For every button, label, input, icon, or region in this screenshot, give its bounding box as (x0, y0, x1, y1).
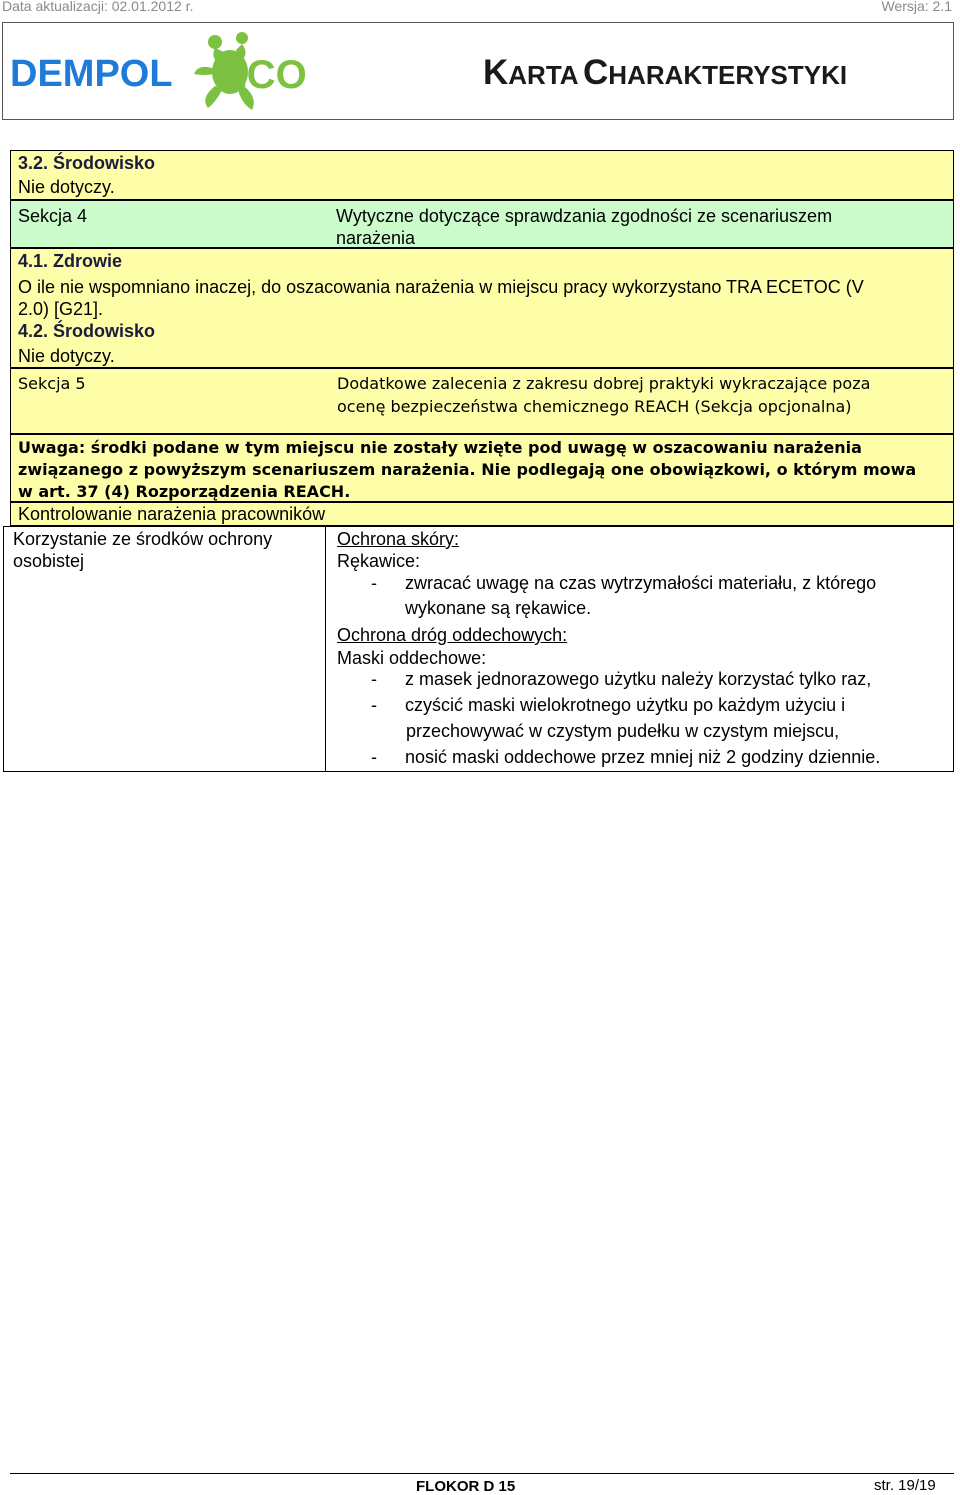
svg-text:DEMPOL: DEMPOL (10, 53, 173, 95)
mask-item-1-line-1: z masek jednorazowego użytku należy korzystać tylko raz, (405, 669, 872, 689)
mask-item-3-dash: - (371, 747, 377, 767)
company-logo (10, 28, 310, 112)
section-4-label: Sekcja 4 (18, 206, 88, 226)
mask-item-1-dash: - (371, 669, 377, 689)
env-42-text: Nie dotyczy. (18, 346, 115, 366)
section-5-title-1: Dodatkowe zalecenia z zakresu dobrej praktyki wykraczające poza (337, 374, 871, 393)
masks-label: Maski oddechowe: (337, 648, 487, 668)
env-32-block (10, 150, 954, 200)
health-41-text-1: O ile nie wspomniano inaczej, do oszacowania narażenia w miejscu pracy wykorzystano TRA ECETOC (V (18, 277, 864, 297)
section-4-title-2: narażenia (336, 228, 416, 248)
mask-item-2-line-1: czyścić maski wielokrotnego użytku po każdym użyciu i (405, 695, 846, 715)
ppe-label-2: osobistej (13, 551, 85, 571)
note-line-1: Uwaga: środki podane w tym miejscu nie zostały wzięte pod uwagę w oszacowaniu narażenia (18, 438, 862, 457)
footer-page: str. 19/19 (874, 1477, 936, 1494)
gloves-item-line-2: wykonane są rękawice. (405, 598, 592, 618)
gloves-item-line-1: zwracać uwagę na czas wytrzymałości materiału, z którego (405, 573, 877, 593)
frog-logo-icon (10, 28, 310, 112)
env-32-heading: 3.2. Środowisko (18, 153, 156, 173)
section-4-header (10, 200, 954, 248)
note-block (10, 434, 954, 502)
section-5-label: Sekcja 5 (18, 374, 86, 393)
gloves-item-dash: - (371, 573, 377, 593)
footer-product: FLOKOR D 15 (416, 1478, 516, 1495)
svg-text:ECO: ECO (220, 53, 307, 97)
mask-item-2-dash: - (371, 695, 377, 715)
section-4-body (10, 248, 954, 368)
section-4-title-1: Wytyczne dotyczące sprawdzania zgodności ze scenariuszem (336, 206, 833, 226)
section-5-title-2: ocenę bezpieczeństwa chemicznego REACH (Sekcja opcjonalna) (337, 397, 852, 416)
health-41-heading: 4.1. Zdrowie (18, 251, 123, 271)
respiratory-protection-heading: Ochrona dróg oddechowych: (337, 625, 568, 645)
ppe-label-1: Korzystanie ze środków ochrony (13, 529, 273, 549)
section-5-header (10, 368, 954, 434)
env-32-text: Nie dotyczy. (18, 177, 115, 197)
health-41-text-2: 2.0) [G21]. (18, 299, 104, 319)
skin-protection-heading: Ochrona skóry: (337, 529, 460, 549)
version-label: Wersja: 2.1 (881, 0, 952, 14)
note-line-2: związanego z powyższym scenariuszem narażenia. Nie podlegają one obowiązkowi, o którym mowa (18, 460, 917, 479)
mask-item-2-line-2: przechowywać w czystym pudełku w czystym miejscu, (406, 721, 840, 741)
env-42-heading: 4.2. Środowisko (18, 321, 156, 341)
update-date: Data aktualizacji: 02.01.2012 r. (2, 0, 194, 14)
gloves-label: Rękawice: (337, 551, 421, 571)
note-line-3: w art. 37 (4) Rozporządzenia REACH. (18, 482, 351, 501)
footer-rule (10, 1473, 954, 1474)
mask-item-3-line-1: nosić maski oddechowe przez mniej niż 2 godziny dziennie. (405, 747, 881, 767)
exposure-control-header (10, 502, 954, 526)
exposure-control-heading: Kontrolowanie narażenia pracowników (18, 504, 326, 524)
ppe-table-divider (325, 526, 326, 772)
document-title: KARTA CHARAKTERYSTYKI (483, 53, 848, 92)
